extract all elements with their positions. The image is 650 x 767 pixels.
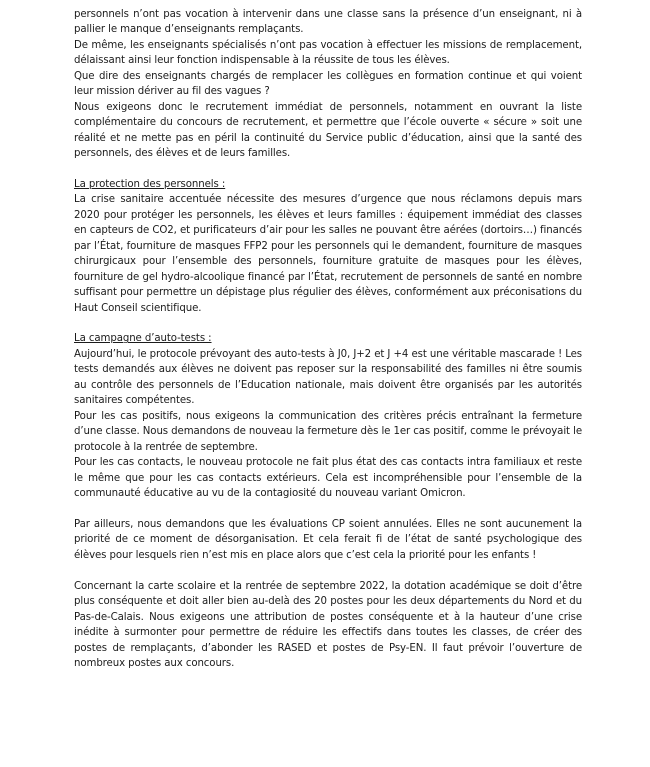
intro-paragraph-1: personnels n’ont pas vocation à intervenir dans une classe sans la présence d’un enseignant, ni à pallier le manque d’enseignants remplaçants. <box>74 9 582 36</box>
carte-scolaire-paragraph: Concernant la carte scolaire et la rentrée de septembre 2022, la dotation académique se doit d’être plus conséquente et doit aller bien au-delà des 20 postes pour les deux départements du Nord et du Pas-de-Calais. Nous exigeons une attribution de postes conséquente et à la hauteur d’une crise inédite à surmonter pour permettre de réduire les effectifs dans toutes les classes, de créer des postes de remplaçants, d’abonder les RASED et postes de Psy-EN. Il faut prévoir l’ouverture de nombreux postes aux concours. <box>74 580 582 669</box>
section-heading-protection: La protection des personnels : <box>74 178 226 190</box>
paragraph-gap <box>74 316 582 331</box>
intro-paragraph-4: Nous exigeons donc le recrutement immédiat de personnels, notamment en ouvrant la liste complémentaire du concours de recrutement, et permettre que l’école ouverte « sécure » soit une réalité et ne mette pas en péril la continuité du Service public d’éducation, ainsi que la santé des personnels, des élèves et de leurs familles. <box>74 101 582 160</box>
evaluations-paragraph: Par ailleurs, nous demandons que les évaluations CP soient annulées. Elles ne sont aucunement la priorité de ce moment de désorganisation. Et cela ferait fi de l’état de santé psychologique des élèves pour lesquels rien n’est mis en place alors que c’est cela la priorité pour les enfants ! <box>74 518 582 561</box>
paragraph-gap <box>74 501 582 516</box>
section-heading-autotests: La campagne d’auto-tests : <box>74 333 212 345</box>
paragraph-gap <box>74 563 582 578</box>
autotests-paragraph-1: Aujourd’hui, le protocole prévoyant des auto-tests à J0, J+2 et J +4 est une véritable mascarade ! Les tests demandés aux élèves ne doivent pas reposer sur la responsabilité des familles ni être soumis au contrôle des personnels de l’Education nationale, mais doivent être organisés par les autorités sanitaires compétentes. <box>74 348 582 407</box>
paragraph-gap <box>74 162 582 177</box>
intro-paragraph-2: De même, les enseignants spécialisés n’ont pas vocation à effectuer les missions de remplacement, délaissant ainsi leur fonction indispensable à la réussite de tous les élèves. <box>74 39 582 67</box>
protection-paragraph: La crise sanitaire accentuée nécessite des mesures d’urgence que nous réclamons depuis mars 2020 pour protéger les personnels, les élèves et leurs familles : équipement immédiat des classes en capteurs de CO2, et purificateurs d’air pour les salles ne pouvant être aérées (dortoirs…) financés par l’État, fourniture de masques FFP2 pour les personnels qui le demandent, fourniture de masques chirurgicaux pour l’ensemble des personnels, fourniture gratuite de masques pour les élèves, fourniture de gel hydro-alcoolique financé par l’État, recrutement de personnels de santé en nombre suffisant pour permettre un dépistage plus régulier des élèves, conformément aux préconisations du Haut Conseil scientifique. <box>74 194 582 314</box>
autotests-paragraph-3: Pour les cas contacts, le nouveau protocole ne fait plus état des cas contacts intra familiaux et reste le même que pour les cas contacts extérieurs. Cela est incompréhensible pour l’ensemble de la communauté éducative au vu de la contagiosité du nouveau variant Omicron. <box>74 457 582 500</box>
autotests-paragraph-2: Pour les cas positifs, nous exigeons la communication des critères précis entraînant la fermeture d’une classe. Nous demandons de nouveau la fermeture dès le 1er cas positif, comme le prévoyait le protocole à la rentrée de septembre. <box>74 410 582 453</box>
document-body <box>74 7 582 671</box>
intro-paragraph-3: Que dire des enseignants chargés de remplacer les collègues en formation continue et qui voient leur mission dériver au fil des vagues ? <box>74 70 582 98</box>
